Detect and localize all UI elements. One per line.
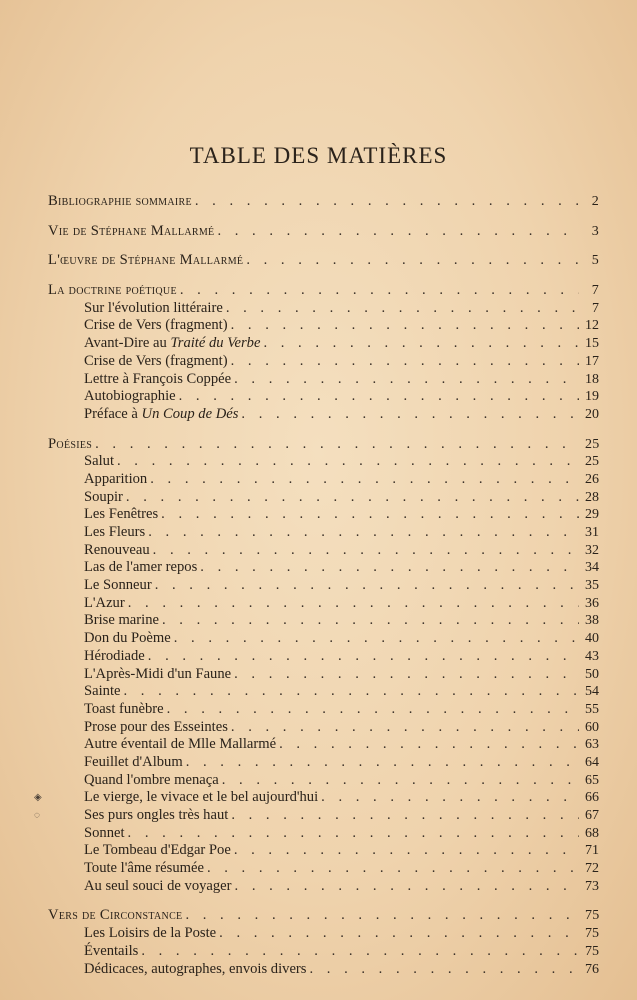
- toc-entry-title: [84, 807, 228, 825]
- page-number: 50: [585, 666, 599, 682]
- toc-section: [48, 193, 599, 211]
- page-number: 28: [585, 489, 599, 505]
- toc-section: [48, 907, 599, 978]
- toc-entry-title-text: Soupir: [84, 488, 123, 505]
- toc-entry-title-text: Las de l'amer repos: [84, 559, 198, 576]
- toc-section-heading: [48, 252, 599, 270]
- toc-section-heading: [48, 907, 599, 925]
- toc-entry: [48, 371, 599, 389]
- toc-section-heading: [48, 436, 599, 454]
- toc-entry-title-text: Toute l'âme résumée: [84, 860, 204, 877]
- toc-entry-title-italic: Un Coup de Dés: [141, 405, 239, 422]
- toc-entry-title: [48, 282, 177, 300]
- toc-entry-title-text: Ses purs ongles très haut: [84, 807, 229, 823]
- toc-entry-title-text: Les Fenêtres: [84, 506, 159, 523]
- toc-entry-title: [84, 542, 150, 560]
- page-number: 38: [585, 613, 599, 629]
- toc-entry-title: [84, 612, 159, 630]
- toc-section-heading: [48, 223, 599, 241]
- dot-leader: [150, 471, 579, 489]
- toc-entry-title-text: Toast funèbre: [84, 700, 164, 717]
- toc-entry: [48, 772, 599, 790]
- toc-entry: [48, 612, 599, 630]
- toc-entry-title-text: Préface à: [84, 405, 142, 422]
- toc-entry-title-text: Don du Poème: [84, 630, 171, 647]
- toc-entry: [48, 648, 599, 666]
- page-number: 7: [592, 300, 599, 316]
- toc-entry-title: [84, 860, 204, 878]
- pencil-mark-icon: ◌: [34, 810, 40, 821]
- toc-entry-title: [84, 736, 276, 754]
- toc-entry-title-text: Dédicaces, autographes, envois divers: [84, 960, 307, 977]
- page-number: 71: [585, 843, 599, 859]
- dot-leader: [195, 193, 579, 211]
- toc-entry: [48, 524, 599, 542]
- toc-entry-title-text: Autre éventail de Mlle Mallarmé: [84, 736, 277, 753]
- toc-entry-title-text: Apparition: [84, 470, 148, 487]
- toc-entry-title: [84, 648, 145, 666]
- dot-leader: [234, 666, 579, 684]
- toc-entry-title: [84, 353, 228, 371]
- toc-entry-title-text: Le vierge, le vivace et le bel aujourd'hui: [84, 789, 319, 806]
- toc-entry: [48, 878, 599, 896]
- toc-entry: [48, 754, 599, 772]
- toc-entry: [48, 506, 599, 524]
- toc-entry-title: [84, 842, 231, 860]
- toc-entry: [48, 300, 599, 318]
- dot-leader: [161, 506, 579, 524]
- page-title: TABLE DES MATIÈRES: [189, 143, 448, 168]
- page-number: 63: [585, 737, 599, 753]
- dot-leader: [309, 961, 579, 979]
- toc-entry-title-text: Renouveau: [84, 541, 150, 558]
- toc-entry: [48, 353, 599, 371]
- dot-leader: [241, 406, 579, 424]
- toc-section: [48, 252, 599, 270]
- toc-entry: [48, 961, 599, 979]
- toc-entry-title: [84, 719, 228, 737]
- page-number: 35: [585, 578, 599, 594]
- toc-entry-title: [84, 925, 216, 943]
- toc-entry: [48, 406, 599, 424]
- toc-entry-title-text: Les Fleurs: [84, 524, 146, 540]
- toc-entry: [48, 666, 599, 684]
- toc-entry-title-text: Brise marine: [84, 612, 159, 629]
- dot-leader: [141, 943, 579, 961]
- dot-leader: [231, 719, 579, 737]
- toc-entry-title: [84, 371, 231, 389]
- dot-leader: [222, 772, 579, 790]
- toc-entry-title-text: Feuillet d'Album: [84, 753, 183, 770]
- dot-leader: [128, 825, 579, 843]
- toc-entry-title: [48, 907, 182, 925]
- page-number: 40: [585, 631, 599, 647]
- toc-entry-title: [84, 701, 164, 719]
- dot-leader: [155, 577, 579, 595]
- toc-entry-title-text: Crise de Vers (fragment): [84, 317, 228, 334]
- page-number: 5: [591, 253, 599, 269]
- dot-leader: [126, 489, 579, 507]
- toc-entry-title: [84, 506, 158, 524]
- toc-entry: [48, 388, 599, 406]
- dot-leader: [148, 524, 579, 542]
- toc-entry-title-text: Sonnet: [84, 824, 125, 841]
- page-number: 73: [585, 878, 599, 894]
- page-number: 67: [585, 808, 599, 823]
- page-number: 12: [585, 318, 599, 334]
- dot-leader: [279, 736, 579, 754]
- toc-entry: [48, 860, 599, 878]
- dot-leader: [234, 842, 579, 860]
- dot-leader: [226, 300, 579, 318]
- toc-entry-title-text: Bibliographie sommaire: [48, 193, 192, 209]
- toc-entry-title-text: La doctrine poétique: [48, 282, 177, 299]
- page-number: 17: [585, 353, 599, 369]
- dot-leader: [128, 595, 579, 613]
- page-number: 60: [585, 719, 599, 735]
- page-number: 43: [585, 648, 599, 664]
- dot-leader: [234, 371, 579, 389]
- toc-entry-title: [84, 335, 260, 353]
- page-number: 20: [585, 406, 599, 422]
- toc-entry-title: [84, 577, 152, 595]
- toc-entry-title: [84, 300, 223, 318]
- dot-leader: [200, 559, 579, 577]
- toc-entry-title-text: Vie de Stéphane Mallarmé: [48, 222, 215, 239]
- toc-entry-title: [84, 630, 171, 648]
- toc-entry-title-text: Lettre à François Coppée: [84, 370, 232, 387]
- page-number: 7: [591, 283, 599, 299]
- dot-leader: [207, 860, 579, 878]
- toc-entry-title: [84, 317, 228, 335]
- toc-entry-title: [84, 595, 125, 613]
- page-number: 55: [585, 701, 599, 717]
- toc-entry: [48, 577, 599, 595]
- dot-leader: [186, 754, 579, 772]
- toc-entry-title: [48, 193, 192, 211]
- toc-entry-title-text: Prose pour des Esseintes: [84, 718, 228, 735]
- dot-leader: [219, 925, 579, 943]
- page-number: 25: [585, 436, 600, 452]
- dot-leader: [167, 701, 579, 719]
- toc-entry-title-text: Avant-Dire au: [84, 335, 171, 352]
- dot-leader: [235, 878, 579, 896]
- toc-entry-title: [84, 559, 197, 577]
- dot-leader: [321, 789, 579, 807]
- dot-leader: [263, 335, 579, 353]
- dot-leader: [123, 683, 579, 701]
- toc-entry: [48, 489, 599, 507]
- toc-entry-title: [84, 683, 120, 701]
- toc-entry-title-text: Sainte: [84, 683, 121, 700]
- page-number: 32: [585, 542, 599, 558]
- dot-leader: [117, 453, 579, 471]
- toc-entry: [48, 559, 599, 577]
- toc-entry-title: [84, 825, 125, 843]
- toc-entry-title: [84, 961, 306, 979]
- toc-section: [48, 282, 599, 424]
- toc-entry-title-text: Poésies: [48, 435, 93, 452]
- toc-entry-title: [84, 789, 318, 807]
- toc-entry-title-text: Au seul souci de voyager: [84, 877, 232, 894]
- toc-entry: [48, 595, 599, 613]
- toc-entry: [48, 471, 599, 489]
- toc-entry-title: [84, 943, 138, 961]
- page-number: 3: [591, 223, 599, 239]
- toc-entry-title-text: Le Tombeau d'Edgar Poe: [84, 842, 231, 859]
- page-number: 2: [591, 194, 599, 209]
- toc-entry-title-text: Crise de Vers (fragment): [84, 352, 228, 369]
- toc-entry-title-text: Quand l'ombre menaça: [84, 771, 219, 788]
- dot-leader: [95, 436, 579, 454]
- toc-section-heading: [48, 193, 599, 211]
- page-number: 54: [585, 684, 599, 700]
- page-number: 68: [585, 825, 599, 841]
- toc-entry: [48, 683, 599, 701]
- toc-entry-title: [84, 666, 231, 684]
- toc-section: [34, 435, 600, 896]
- toc-entry-title: [84, 878, 232, 896]
- dot-leader: [231, 317, 579, 335]
- pencil-mark-icon: ◈: [34, 792, 42, 804]
- toc-entry: [48, 335, 599, 353]
- page-number: 72: [585, 861, 599, 877]
- toc-section: [48, 223, 599, 241]
- page-number: 64: [585, 754, 599, 770]
- page-number: 75: [585, 926, 599, 942]
- toc-entry: [48, 943, 599, 961]
- page-number: 36: [585, 595, 599, 611]
- toc-entry: [48, 630, 599, 648]
- dot-leader: [162, 612, 579, 630]
- toc-entry: [48, 317, 599, 335]
- toc-entry: [48, 453, 599, 471]
- page-number: 31: [585, 525, 599, 540]
- toc-entry-title: [84, 471, 147, 489]
- dot-leader: [246, 252, 579, 270]
- toc-entry-title-text: Salut: [84, 453, 114, 470]
- page-number: 34: [585, 560, 599, 576]
- toc-entry-title: [48, 252, 243, 270]
- toc-entry-title: [84, 388, 176, 406]
- dot-leader: [174, 630, 579, 648]
- toc-entry-title-text: Les Loisirs de la Poste: [84, 925, 217, 942]
- toc-entry: [48, 925, 599, 943]
- toc-entry-title-text: Hérodiade: [84, 647, 145, 664]
- toc-entry-title: [84, 453, 114, 471]
- dot-leader: [185, 907, 579, 925]
- toc-entry: [48, 736, 599, 754]
- page-number: 26: [585, 471, 599, 487]
- dot-leader: [231, 353, 579, 371]
- toc-entry-title: [84, 489, 123, 507]
- toc-entry-title: [84, 772, 219, 790]
- page-number: 65: [585, 772, 599, 788]
- page-number: 76: [585, 961, 599, 977]
- toc-entry-title: [48, 436, 92, 454]
- toc-entry: [34, 807, 599, 825]
- page-number: 75: [585, 943, 599, 959]
- toc-entry: [48, 825, 599, 843]
- toc-entry-title-text: Éventails: [84, 942, 139, 959]
- toc-entry-title-text: Vers de Circonstance: [48, 907, 183, 924]
- page-number: 29: [585, 507, 599, 523]
- toc-entry-title: [84, 406, 238, 424]
- toc-entry: [48, 542, 599, 560]
- toc-entry-title: [84, 754, 183, 772]
- toc-entry: [48, 842, 599, 860]
- toc-entry-title-text: L'Azur: [84, 594, 125, 611]
- toc-section-heading: [48, 282, 599, 300]
- dot-leader: [217, 223, 579, 241]
- dot-leader: [148, 648, 579, 666]
- dot-leader: [153, 542, 579, 560]
- dot-leader: [179, 388, 579, 406]
- toc-entry-title: [84, 524, 145, 542]
- page-number: 15: [585, 336, 599, 352]
- toc-entry-title-text: L'Après-Midi d'un Faune: [84, 665, 232, 682]
- toc-entry-title-text: Sur l'évolution littéraire: [84, 299, 223, 316]
- toc-entry-title-text: Le Sonneur: [84, 577, 152, 594]
- toc-entry-title-text: Autobiographie: [84, 388, 176, 405]
- toc-entry-title-italic: Traité du Verbe: [170, 335, 261, 352]
- page-number: 19: [585, 389, 599, 405]
- page-number: 75: [585, 908, 600, 924]
- page-number: 18: [585, 371, 599, 387]
- toc-entry: [34, 789, 599, 807]
- toc-entry: [48, 701, 599, 719]
- page-number: 25: [585, 454, 599, 470]
- toc-entry-title-text: L'œuvre de Stéphane Mallarmé: [48, 252, 244, 269]
- dot-leader: [180, 282, 579, 300]
- dot-leader: [231, 807, 579, 825]
- toc-entry-title: [48, 223, 214, 241]
- page-number: 66: [585, 790, 599, 806]
- toc-entry: [48, 719, 599, 737]
- table-of-contents: [34, 193, 600, 990]
